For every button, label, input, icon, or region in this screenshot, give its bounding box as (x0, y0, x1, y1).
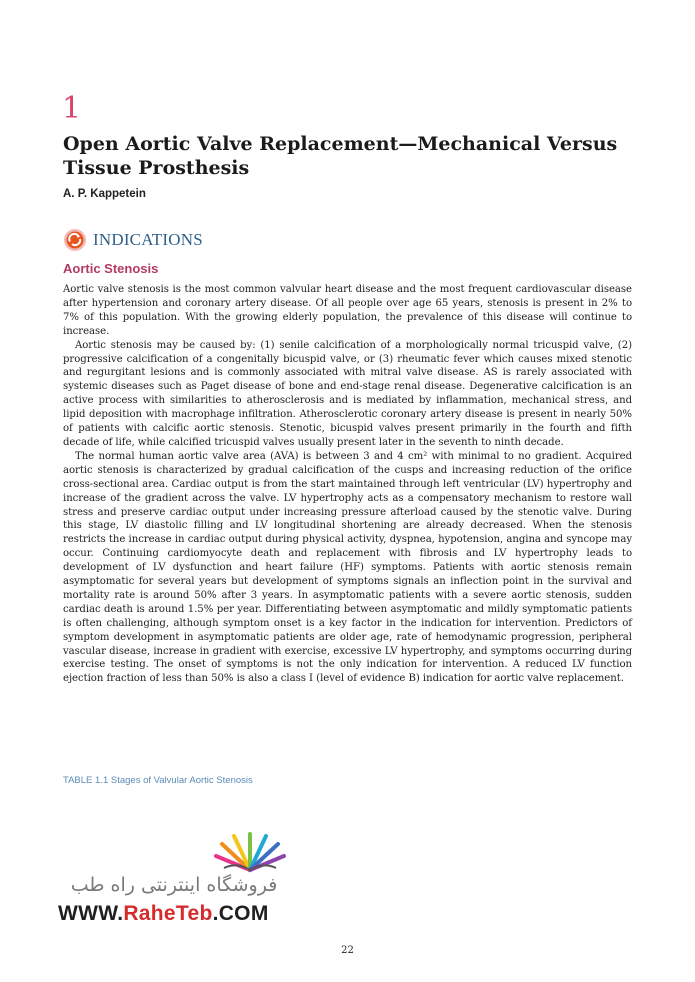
watermark-url-prefix: WWW. (58, 902, 124, 925)
chapter-number: 1 (62, 91, 82, 126)
table-caption: TABLE 1.1 Stages of Valvular Aortic Stenosis (63, 775, 253, 786)
indications-badge-icon (63, 228, 87, 252)
chapter-author: A. P. Kappetein (63, 188, 146, 200)
section-heading (63, 228, 203, 252)
watermark-persian-text: فروشگاه اینترنتی راه طب (70, 874, 278, 896)
subsection-heading: Aortic Stenosis (63, 261, 159, 276)
body-text (63, 283, 632, 686)
chapter-title: Open Aortic Valve Replacement—Mechanical Versus Tissue Prosthesis (63, 133, 618, 179)
watermark-url-brand: RaheTeb (123, 902, 213, 925)
watermark (58, 830, 298, 930)
watermark-url-suffix: .COM (212, 902, 269, 925)
paragraph: Aortic stenosis may be caused by: (1) senile calcification of a morphologically normal tricuspid valve, (2) progressive calcification of a congenitally bicuspid valve, or (3) rheumatic fever which causes mixed stenotic and regurgitant lesions and is commonly associated with mitral valve disease. AS is rarely associated with systemic diseases such as Paget disease of bone and end-stage renal disease. Degenerative calcification is an active process with similarities to atherosclerosis and is mediated by inflammation, mechanical stress, and lipid deposition with macrophage infiltration. Atherosclerotic coronary artery disease is present in nearly 50% of patients with calcific aortic stenosis. Stenotic, bicuspid valves present primarily in the fourth and fifth decade of life, while calcified tricuspid valves usually present later in the seventh to ninth decade. (63, 339, 632, 448)
watermark-book-logo-icon (210, 832, 290, 878)
paragraph: The normal human aortic valve area (AVA) is between 3 and 4 cm² with minimal to no gradient. Acquired aortic stenosis is characterized by gradual calcification of the cusps and increasing reduction of the orifice cross-sectional area. Cardiac output is from the start maintained through left ventricular (LV) hypertrophy and increase of the gradient across the valve. LV hypertrophy acts as a compensatory mechanism to restore wall stress and preserve cardiac output under increasing pressure afterload caused by the stenotic valve. During this stage, LV diastolic filling and LV longitudinal shortening are already decreased. When the stenosis restricts the increase in cardiac output during physical activity, dyspnea, hypotension, angina and syncope may occur. Continuing cardiomyocyte death and replacement with fibrosis and LV hypertrophy leads to development of LV dysfunction and heart failure (HF) symptoms. Patients with aortic stenosis remain asymptomatic for several years but development of symptoms signals an inflection point in the survival and mortality rate is around 50% after 3 years. In asymptomatic patients with a severe aortic stenosis, sudden cardiac death is around 1.5% per year. Differentiating between asymptomatic and mildly symptomatic patients is often challenging, although symptom onset is a key factor in the indication for intervention. Predictors of symptom development in asymptomatic patients are older age, rate of hemodynamic progression, peripheral vascular disease, increase in gradient with exercise, excessive LV hypertrophy, and symptoms occurring during exercise testing. The onset of symptoms is not the only indication for intervention. A reduced LV function ejection fraction of less than 50% is also a class I (level of evidence B) indication for aortic valve replacement. (63, 450, 632, 685)
section-label: INDICATIONS (93, 230, 203, 249)
page-number: 22 (341, 945, 354, 956)
paragraph: Aortic valve stenosis is the most common valvular heart disease and the most frequent cardiovascular disease after hypertension and coronary artery disease. Of all people over age 65 years, stenosis is present in 2% to 7% of this population. With the growing elderly population, the prevalence of this disease will continue to increase. (63, 284, 632, 337)
watermark-url (58, 902, 269, 926)
